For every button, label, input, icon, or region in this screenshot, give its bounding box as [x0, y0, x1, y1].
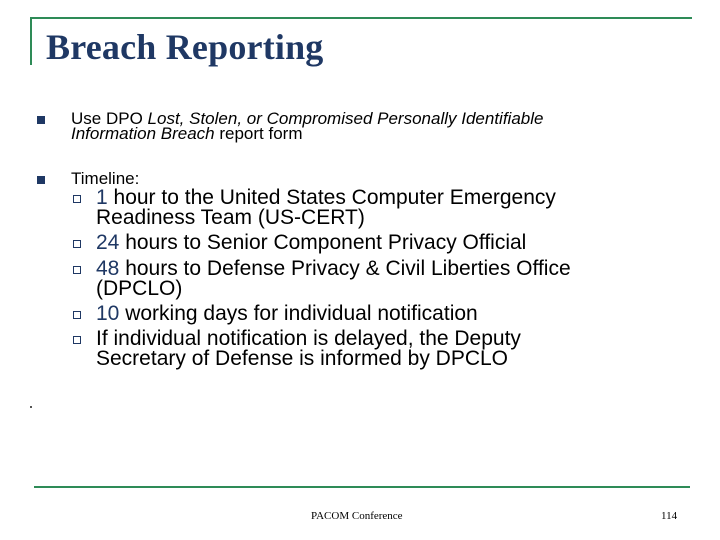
timeline-item	[96, 259, 571, 279]
footer-rule	[34, 486, 690, 488]
timeline-item-number: 1	[96, 186, 108, 209]
timeline-item-number: 24	[96, 231, 120, 254]
sub-bullet-hollow-square-icon	[73, 266, 81, 274]
timeline-item	[96, 233, 526, 253]
timeline-item-number: 48	[96, 257, 120, 280]
sub-bullet-hollow-square-icon	[73, 195, 81, 203]
stray-dot	[30, 406, 32, 408]
timeline-item-text: hours to Defense Privacy & Civil Liberties Office	[119, 257, 571, 280]
title-frame-top-rule	[30, 17, 692, 19]
bullet-square-icon	[37, 116, 45, 124]
bullet-text-continued	[71, 126, 303, 141]
timeline-item-continued: (DPCLO)	[96, 277, 183, 300]
sub-bullet-hollow-square-icon	[73, 240, 81, 248]
bullet-label-timeline: Timeline:	[71, 169, 140, 188]
timeline-item-text: hour to the United States Computer Emergency	[107, 186, 556, 209]
sub-bullet-hollow-square-icon	[73, 311, 81, 319]
timeline-item-number: 10	[96, 302, 120, 325]
bullet-text-italic: Information Breach	[71, 124, 215, 143]
timeline-item-text: hours to Senior Component Privacy Official	[119, 231, 527, 254]
timeline-item-text: working days for individual notification	[119, 302, 478, 325]
timeline-item-continued: Readiness Team (US-CERT)	[96, 206, 365, 229]
bullet-text-rest: report form	[214, 124, 303, 143]
bullet-text-italic: Lost, Stolen, or Compromised Personally Identifiable	[147, 109, 544, 128]
sub-bullet-hollow-square-icon	[73, 336, 81, 344]
bullet-text-prefix: Use DPO	[71, 109, 148, 128]
timeline-item-continued: Secretary of Defense is informed by DPCLO	[96, 347, 509, 370]
timeline-item	[96, 188, 556, 208]
timeline-item: If individual notification is delayed, the Deputy	[96, 327, 521, 350]
bullet-square-icon	[37, 176, 45, 184]
footer-text: PACOM Conference	[311, 510, 403, 522]
page-number: 114	[661, 510, 678, 522]
title-frame-left-rule	[30, 17, 32, 65]
timeline-item	[96, 304, 478, 324]
slide-title: Breach Reporting	[46, 27, 324, 67]
